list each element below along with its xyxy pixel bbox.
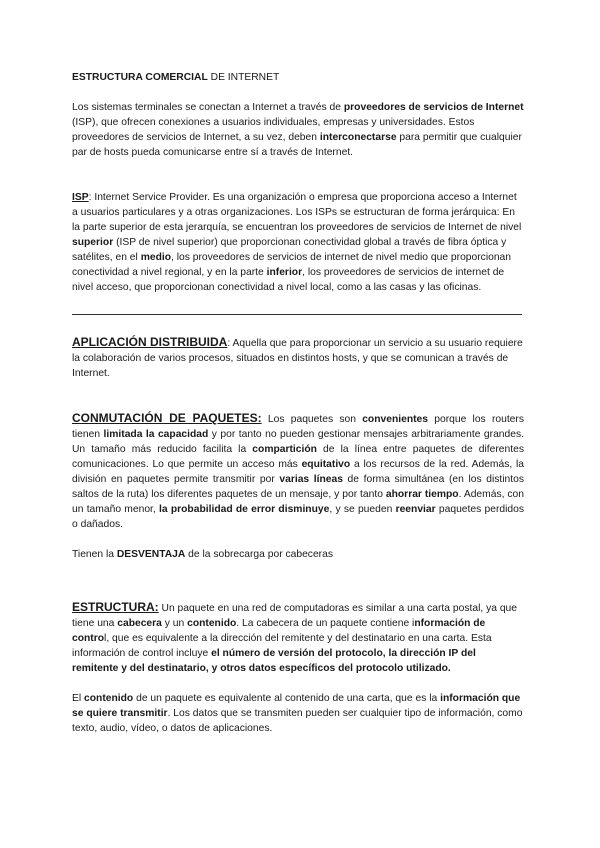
document-title: ESTRUCTURA COMERCIAL DE INTERNET (72, 72, 280, 83)
intro-paragraph: Los sistemas terminales se conectan a Internet a través de proveedores de servicios de Internet (ISP), que ofrecen conexiones a usuarios individuales, empresas y universidades. Estos proveedores de servicios de Internet, a su vez, deben interconectarse para permitir que cualquier par de hosts pueda comunicarse entre sí a través de Internet. (72, 102, 524, 158)
structure-heading: ESTRUCTURA: (72, 600, 159, 614)
distributed-app-paragraph: APLICACIÓN DISTRIBUIDA: Aquella que para proporcionar un servicio a su usuario requiere la colaboración de varios procesos, situados en distintos hosts, y que se comunican a través de Internet. (72, 335, 523, 379)
isp-heading: ISP (72, 192, 89, 203)
isp-paragraph: ISP: Internet Service Provider. Es una organización o empresa que proporciona acceso a Internet a usuarios particulares y a otras organizaciones. Los ISPs se estructuran de forma jerárquica: En la parte superior de esta jerarquía, se encuentran los proveedores de servicios de Internet de nivel superior (ISP de nivel superior) que proporcionan conectividad global a través de fibra óptica y satélites, en el medio, los proveedores de servicios de internet de nivel medio que proporcionan conectividad a nivel regional, y en la parte inferior, los proveedores de servicios de internet de nivel acceso, que proporcionan conectividad a nivel local, como a las casas y las oficinas. (72, 192, 522, 293)
packet-switching-heading: CONMUTACIÓN DE PAQUETES: (72, 411, 262, 425)
document-page (72, 70, 524, 751)
packet-switching-paragraph: CONMUTACIÓN DE PAQUETES: Los paquetes son convenientes porque los routers tienen limitada la capacidad y por tanto no pueden gestionar mensajes arbitrariamente grandes. Un tamaño más reducido facilita la compartición de la línea entre paquetes de diferentes comunicaciones. Lo que permite un acceso más equitativo a los recursos de la red. Además, la división en paquetes permite transmitir por varias líneas de forma simultánea (en los distintos saltos de la ruta) los diferentes paquetes de un mensaje, y por tanto ahorrar tiempo. Además, con un tamaño menor, la probabilidad de error disminuye, y se pueden reenviar paquetes perdidos o dañados. (72, 411, 525, 530)
section-divider (72, 314, 522, 315)
distributed-app-heading: APLICACIÓN DISTRIBUIDA (72, 335, 228, 349)
content-paragraph: El contenido de un paquete es equivalente al contenido de una carta, que es la información que se quiere transmitir. Los datos que se transmiten pueden ser cualquier tipo de información, como texto, audio, vídeo, o datos de aplicaciones. (72, 693, 523, 734)
disadvantage-paragraph: Tienen la DESVENTAJA de la sobrecarga por cabeceras (72, 549, 333, 560)
structure-paragraph: ESTRUCTURA: Un paquete en una red de computadoras es similar a una carta postal, ya que tiene una cabecera y un contenido. La cabecera de un paquete contiene información de control, que es equivalente a la dirección del remitente y del destinatario en una carta. Esta información de control incluye el número de versión del protocolo, la dirección IP del remitente y del destinatario, y otros datos específicos del protocolo utilizado. (72, 600, 517, 674)
